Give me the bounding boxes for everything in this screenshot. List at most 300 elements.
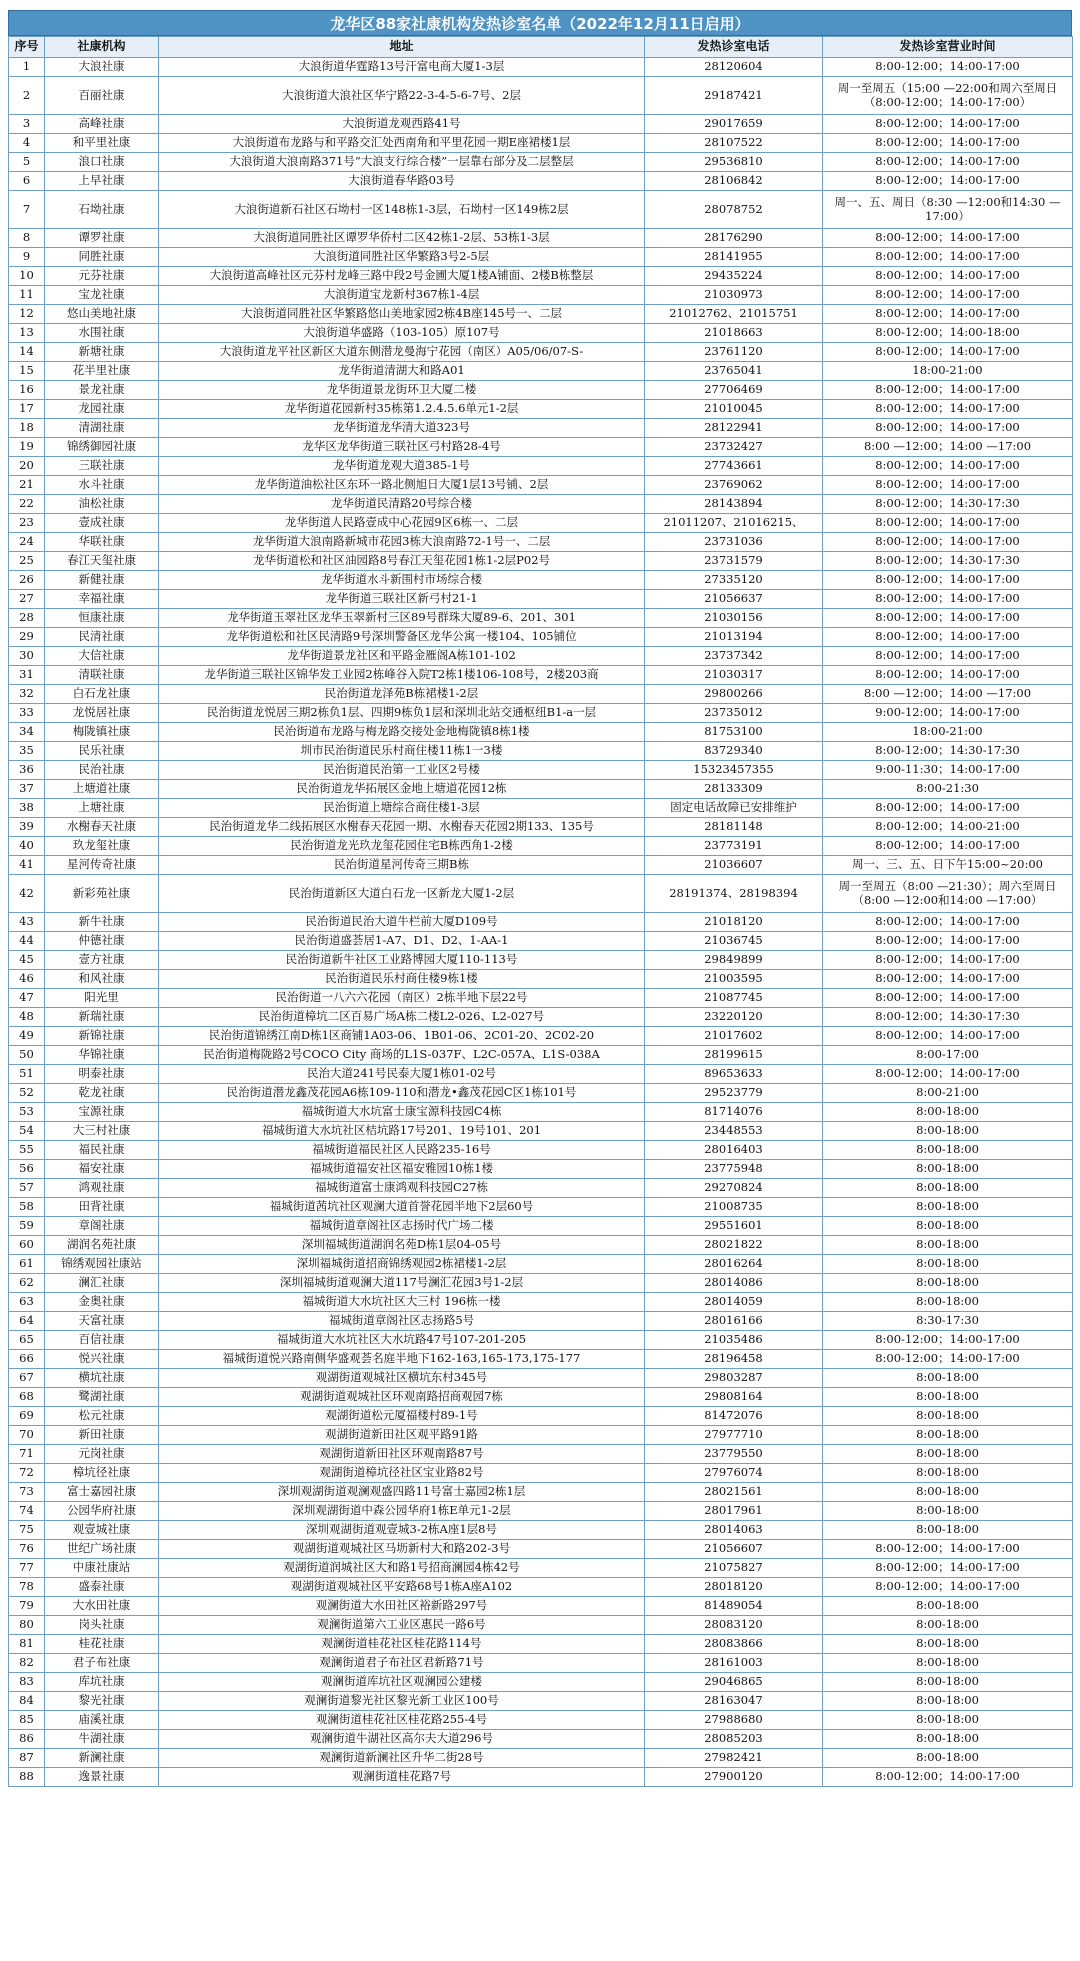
cell-index: 61 — [9, 1255, 45, 1274]
cell-phone: 21035486 — [645, 1331, 823, 1350]
table-row — [9, 1559, 1073, 1578]
cell-hours: 8:00-12:00；14:00-17:00 — [823, 799, 1073, 818]
cell-address: 民治街道民乐村商住楼9栋1楼 — [159, 970, 645, 989]
cell-institution: 上塘社康 — [45, 799, 159, 818]
cell-address: 大浪街道大浪社区华宁路22-3-4-5-6-7号、2层 — [159, 77, 645, 115]
cell-index: 88 — [9, 1768, 45, 1787]
table-row — [9, 1008, 1073, 1027]
cell-index: 38 — [9, 799, 45, 818]
table-row — [9, 1369, 1073, 1388]
cell-address: 民治街道盛荟居1-A7、D1、D2、1-AA-1 — [159, 932, 645, 951]
table-row — [9, 1027, 1073, 1046]
cell-institution: 新田社康 — [45, 1426, 159, 1445]
cell-address: 观澜街道第六工业区惠民一路6号 — [159, 1616, 645, 1635]
cell-institution: 华锦社康 — [45, 1046, 159, 1065]
cell-index: 32 — [9, 685, 45, 704]
cell-phone: 27900120 — [645, 1768, 823, 1787]
cell-address: 大浪街道大浪南路371号“大浪支行综合楼”一层靠右部分及二层整层 — [159, 153, 645, 172]
cell-institution: 明泰社康 — [45, 1065, 159, 1084]
cell-institution: 新锦社康 — [45, 1027, 159, 1046]
cell-index: 47 — [9, 989, 45, 1008]
cell-institution: 民乐社康 — [45, 742, 159, 761]
cell-institution: 高峰社康 — [45, 115, 159, 134]
cell-address: 观澜街道黎光社区黎光新工业区100号 — [159, 1692, 645, 1711]
cell-phone: 23775948 — [645, 1160, 823, 1179]
table-row — [9, 761, 1073, 780]
cell-hours: 8:00-18:00 — [823, 1616, 1073, 1635]
cell-institution: 新彩苑社康 — [45, 875, 159, 913]
cell-hours: 9:00-11:30；14:00-17:00 — [823, 761, 1073, 780]
table-row — [9, 609, 1073, 628]
cell-address: 观澜街道库坑社区观澜园公建楼 — [159, 1673, 645, 1692]
cell-index: 3 — [9, 115, 45, 134]
table-row — [9, 571, 1073, 590]
cell-phone: 23761120 — [645, 343, 823, 362]
cell-institution: 玖龙玺社康 — [45, 837, 159, 856]
cell-index: 48 — [9, 1008, 45, 1027]
cell-index: 75 — [9, 1521, 45, 1540]
table-row — [9, 1578, 1073, 1597]
cell-hours: 8:00-18:00 — [823, 1198, 1073, 1217]
cell-institution: 水榭春天社康 — [45, 818, 159, 837]
cell-phone: 21087745 — [645, 989, 823, 1008]
cell-hours: 8:00-12:00；14:30-17:30 — [823, 742, 1073, 761]
cell-institution: 湖润名苑社康 — [45, 1236, 159, 1255]
cell-institution: 龙悦居社康 — [45, 704, 159, 723]
table-row — [9, 77, 1073, 115]
cell-index: 56 — [9, 1160, 45, 1179]
table-row — [9, 1065, 1073, 1084]
cell-index: 12 — [9, 305, 45, 324]
cell-address: 观澜街道大水田社区裕新路297号 — [159, 1597, 645, 1616]
cell-hours: 8:00-12:00；14:00-17:00 — [823, 115, 1073, 134]
table-row — [9, 932, 1073, 951]
table-header-row — [9, 37, 1073, 58]
cell-index: 2 — [9, 77, 45, 115]
cell-hours: 8:00-12:00；14:00-17:00 — [823, 457, 1073, 476]
cell-index: 27 — [9, 590, 45, 609]
cell-institution: 白石龙社康 — [45, 685, 159, 704]
cell-phone: 28016264 — [645, 1255, 823, 1274]
cell-phone: 23773191 — [645, 837, 823, 856]
cell-address: 福城街道大水坑富士康宝源科技园C4栋 — [159, 1103, 645, 1122]
cell-hours: 8:00 —12:00；14:00 —17:00 — [823, 685, 1073, 704]
cell-phone: 23779550 — [645, 1445, 823, 1464]
cell-phone: 29046865 — [645, 1673, 823, 1692]
table-row — [9, 1388, 1073, 1407]
cell-address: 观澜街道桂花社区桂花路255-4号 — [159, 1711, 645, 1730]
cell-institution: 悠山美地社康 — [45, 305, 159, 324]
cell-index: 30 — [9, 647, 45, 666]
cell-address: 龙华街道龙观大道385-1号 — [159, 457, 645, 476]
cell-hours: 8:00-12:00；14:00-17:00 — [823, 989, 1073, 1008]
cell-hours: 8:00-12:00；14:00-17:00 — [823, 913, 1073, 932]
cell-phone: 28016403 — [645, 1141, 823, 1160]
cell-institution: 牛湖社康 — [45, 1730, 159, 1749]
cell-hours: 8:00-12:00；14:00-17:00 — [823, 514, 1073, 533]
cell-institution: 同胜社康 — [45, 248, 159, 267]
table-row — [9, 324, 1073, 343]
table-row — [9, 514, 1073, 533]
table-row — [9, 856, 1073, 875]
cell-hours: 8:00-12:00；14:00-17:00 — [823, 267, 1073, 286]
cell-phone: 23732427 — [645, 438, 823, 457]
cell-index: 11 — [9, 286, 45, 305]
cell-phone: 89653633 — [645, 1065, 823, 1084]
table-row — [9, 1464, 1073, 1483]
cell-institution: 世纪广场社康 — [45, 1540, 159, 1559]
cell-phone: 29800266 — [645, 685, 823, 704]
cell-institution: 大浪社康 — [45, 58, 159, 77]
cell-address: 民治街道龙华二线拓展区水榭春天花园一期、水榭春天花园2期133、135号 — [159, 818, 645, 837]
table-row — [9, 590, 1073, 609]
cell-address: 观澜街道君子布社区君新路71号 — [159, 1654, 645, 1673]
cell-institution: 元岗社康 — [45, 1445, 159, 1464]
cell-phone: 23220120 — [645, 1008, 823, 1027]
cell-index: 73 — [9, 1483, 45, 1502]
clinic-table — [8, 36, 1073, 1787]
cell-phone: 28018120 — [645, 1578, 823, 1597]
cell-hours: 18:00-21:00 — [823, 723, 1073, 742]
table-row — [9, 1445, 1073, 1464]
cell-address: 深圳观湖街道中森公园华府1栋E单元1-2层 — [159, 1502, 645, 1521]
cell-hours: 8:00-12:00；14:00-18:00 — [823, 324, 1073, 343]
cell-index: 7 — [9, 191, 45, 229]
cell-phone: 29803287 — [645, 1369, 823, 1388]
cell-address: 福城街道福民社区人民路235-16号 — [159, 1141, 645, 1160]
cell-index: 79 — [9, 1597, 45, 1616]
cell-index: 51 — [9, 1065, 45, 1084]
cell-institution: 锦绣观园社康站 — [45, 1255, 159, 1274]
cell-index: 72 — [9, 1464, 45, 1483]
cell-hours: 8:00-18:00 — [823, 1426, 1073, 1445]
cell-phone: 81714076 — [645, 1103, 823, 1122]
table-row — [9, 343, 1073, 362]
cell-institution: 百丽社康 — [45, 77, 159, 115]
cell-institution: 中康社康站 — [45, 1559, 159, 1578]
cell-phone: 28016166 — [645, 1312, 823, 1331]
cell-address: 龙华街道油松社区东环一路北侧旭日大厦1层13号铺、2层 — [159, 476, 645, 495]
cell-institution: 景龙社康 — [45, 381, 159, 400]
cell-phone: 28141955 — [645, 248, 823, 267]
cell-index: 23 — [9, 514, 45, 533]
cell-index: 62 — [9, 1274, 45, 1293]
cell-index: 76 — [9, 1540, 45, 1559]
cell-hours: 8:00-18:00 — [823, 1730, 1073, 1749]
cell-address: 大浪街道华霆路13号汗富电商大厦1-3层 — [159, 58, 645, 77]
table-row — [9, 1654, 1073, 1673]
cell-index: 31 — [9, 666, 45, 685]
cell-address: 龙华街道景龙社区和平路金雁阁A栋101-102 — [159, 647, 645, 666]
cell-institution: 百信社康 — [45, 1331, 159, 1350]
cell-phone: 28107522 — [645, 134, 823, 153]
cell-address: 民治街道梅陇路2号COCO City 商场的L1S-037F、L2C-057A、L1S-038A — [159, 1046, 645, 1065]
cell-index: 50 — [9, 1046, 45, 1065]
cell-hours: 8:00-18:00 — [823, 1749, 1073, 1768]
cell-index: 78 — [9, 1578, 45, 1597]
cell-index: 9 — [9, 248, 45, 267]
cell-phone: 83729340 — [645, 742, 823, 761]
cell-hours: 8:00-12:00；14:00-17:00 — [823, 1578, 1073, 1597]
cell-hours: 8:30-17:30 — [823, 1312, 1073, 1331]
cell-phone: 21056607 — [645, 1540, 823, 1559]
cell-institution: 壹方社康 — [45, 951, 159, 970]
cell-phone: 28191374、28198394 — [645, 875, 823, 913]
table-row — [9, 1673, 1073, 1692]
cell-index: 64 — [9, 1312, 45, 1331]
cell-index: 68 — [9, 1388, 45, 1407]
cell-institution: 天富社康 — [45, 1312, 159, 1331]
table-row — [9, 1540, 1073, 1559]
cell-address: 观湖街道樟坑径社区宝业路82号 — [159, 1464, 645, 1483]
cell-index: 44 — [9, 932, 45, 951]
cell-hours: 8:00-21:30 — [823, 780, 1073, 799]
cell-institution: 君子布社康 — [45, 1654, 159, 1673]
cell-hours: 18:00-21:00 — [823, 362, 1073, 381]
cell-hours: 8:00-18:00 — [823, 1407, 1073, 1426]
cell-phone: 28021561 — [645, 1483, 823, 1502]
cell-phone: 21056637 — [645, 590, 823, 609]
cell-phone: 21075827 — [645, 1559, 823, 1578]
cell-phone: 21011207、21016215、 — [645, 514, 823, 533]
cell-institution: 民治社康 — [45, 761, 159, 780]
cell-address: 龙华街道三联社区锦华发工业园2栋峰谷入院T2栋1楼106-108号，2楼203商 — [159, 666, 645, 685]
cell-hours: 8:00-12:00；14:00-21:00 — [823, 818, 1073, 837]
cell-address: 民治街道新牛社区工业路博园大厦110-113号 — [159, 951, 645, 970]
cell-phone: 28017961 — [645, 1502, 823, 1521]
cell-hours: 周一至周五（15:00 —22:00和周六至周日（8:00-12:00；14:00-17:00） — [823, 77, 1073, 115]
cell-address: 民治街道一八六六花园（南区）2栋半地下层22号 — [159, 989, 645, 1008]
cell-institution: 樟坑径社康 — [45, 1464, 159, 1483]
cell-index: 87 — [9, 1749, 45, 1768]
cell-institution: 大三村社康 — [45, 1122, 159, 1141]
cell-institution: 大水田社康 — [45, 1597, 159, 1616]
cell-index: 26 — [9, 571, 45, 590]
cell-hours: 8:00-12:00；14:00-17:00 — [823, 647, 1073, 666]
cell-hours: 8:00-18:00 — [823, 1160, 1073, 1179]
cell-address: 大浪街道龙平社区新区大道东侧潜龙曼海宁花园（南区）A05/06/07-S- — [159, 343, 645, 362]
cell-address: 龙华街道人民路壹成中心花园9区6栋一、二层 — [159, 514, 645, 533]
cell-address: 观湖街道观城社区马坜新村大和路202-3号 — [159, 1540, 645, 1559]
table-row — [9, 647, 1073, 666]
cell-index: 24 — [9, 533, 45, 552]
cell-phone: 28083866 — [645, 1635, 823, 1654]
header-hours: 发热诊室营业时间 — [823, 37, 1073, 58]
cell-index: 25 — [9, 552, 45, 571]
cell-index: 69 — [9, 1407, 45, 1426]
cell-phone: 28014063 — [645, 1521, 823, 1540]
cell-address: 观湖街道观城社区横坑东村345号 — [159, 1369, 645, 1388]
cell-index: 85 — [9, 1711, 45, 1730]
cell-phone: 28085203 — [645, 1730, 823, 1749]
table-row — [9, 495, 1073, 514]
cell-institution: 新澜社康 — [45, 1749, 159, 1768]
cell-index: 41 — [9, 856, 45, 875]
cell-index: 6 — [9, 172, 45, 191]
cell-phone: 27976074 — [645, 1464, 823, 1483]
cell-address: 大浪街道同胜社区华繁路悠山美地家园2栋4B座145号一、二层 — [159, 305, 645, 324]
cell-phone: 28083120 — [645, 1616, 823, 1635]
cell-hours: 8:00-12:00；14:30-17:30 — [823, 1008, 1073, 1027]
cell-hours: 8:00-18:00 — [823, 1388, 1073, 1407]
table-row — [9, 457, 1073, 476]
cell-phone: 28021822 — [645, 1236, 823, 1255]
header-phone: 发热诊室电话 — [645, 37, 823, 58]
table-row — [9, 153, 1073, 172]
cell-index: 16 — [9, 381, 45, 400]
cell-phone: 29435224 — [645, 267, 823, 286]
table-row — [9, 248, 1073, 267]
cell-index: 59 — [9, 1217, 45, 1236]
table-row — [9, 1692, 1073, 1711]
cell-address: 龙华街道松和社区民清路9号深圳警备区龙华公寓一楼104、105铺位 — [159, 628, 645, 647]
cell-address: 观湖街道润城社区大和路1号招商澜园4栋42号 — [159, 1559, 645, 1578]
cell-address: 大浪街道布龙路与和平路交汇处西南角和平里花园一期E座裙楼1层 — [159, 134, 645, 153]
cell-index: 4 — [9, 134, 45, 153]
cell-index: 19 — [9, 438, 45, 457]
cell-institution: 乾龙社康 — [45, 1084, 159, 1103]
cell-phone: 21003595 — [645, 970, 823, 989]
cell-institution: 富士嘉园社康 — [45, 1483, 159, 1502]
cell-institution: 宝源社康 — [45, 1103, 159, 1122]
cell-phone: 21012762、21015751 — [645, 305, 823, 324]
cell-index: 77 — [9, 1559, 45, 1578]
cell-hours: 8:00-12:00；14:00-17:00 — [823, 172, 1073, 191]
cell-phone: 21013194 — [645, 628, 823, 647]
table-row — [9, 951, 1073, 970]
cell-phone: 28078752 — [645, 191, 823, 229]
cell-index: 29 — [9, 628, 45, 647]
cell-institution: 清湖社康 — [45, 419, 159, 438]
cell-phone: 28014086 — [645, 1274, 823, 1293]
cell-institution: 浪口社康 — [45, 153, 159, 172]
cell-hours: 9:00-12:00；14:00-17:00 — [823, 704, 1073, 723]
cell-institution: 阳光里 — [45, 989, 159, 1008]
cell-phone: 21008735 — [645, 1198, 823, 1217]
table-row — [9, 1179, 1073, 1198]
cell-institution: 公园华府社康 — [45, 1502, 159, 1521]
cell-address: 圳市民治街道民乐村商住楼11栋1一3楼 — [159, 742, 645, 761]
cell-phone: 29017659 — [645, 115, 823, 134]
table-row — [9, 419, 1073, 438]
cell-hours: 8:00-18:00 — [823, 1236, 1073, 1255]
cell-hours: 8:00-18:00 — [823, 1464, 1073, 1483]
table-row — [9, 476, 1073, 495]
cell-phone: 28161003 — [645, 1654, 823, 1673]
cell-hours: 8:00-12:00；14:00-17:00 — [823, 970, 1073, 989]
table-row — [9, 286, 1073, 305]
cell-hours: 周一、五、周日（8:30 —12:00和14:30 —17:00） — [823, 191, 1073, 229]
cell-hours: 8:00-18:00 — [823, 1103, 1073, 1122]
cell-phone: 21030156 — [645, 609, 823, 628]
cell-hours: 8:00-12:00；14:00-17:00 — [823, 609, 1073, 628]
cell-phone: 15323457355 — [645, 761, 823, 780]
cell-institution: 上塘道社康 — [45, 780, 159, 799]
cell-institution: 恒康社康 — [45, 609, 159, 628]
cell-hours: 8:00-18:00 — [823, 1597, 1073, 1616]
cell-index: 42 — [9, 875, 45, 913]
cell-phone: 29551601 — [645, 1217, 823, 1236]
cell-hours: 8:00-18:00 — [823, 1179, 1073, 1198]
cell-phone: 28106842 — [645, 172, 823, 191]
table-row — [9, 1255, 1073, 1274]
table-row — [9, 704, 1073, 723]
cell-address: 龙华街道三联社区新弓村21-1 — [159, 590, 645, 609]
table-row — [9, 1274, 1073, 1293]
cell-address: 龙华街道大浪南路新城市花园3栋大浪南路72-1号一、二层 — [159, 533, 645, 552]
cell-index: 71 — [9, 1445, 45, 1464]
cell-institution: 章阁社康 — [45, 1217, 159, 1236]
table-row — [9, 1217, 1073, 1236]
cell-address: 民治街道新区大道白石龙一区新龙大厦1-2层 — [159, 875, 645, 913]
cell-address: 深圳福城街道湖润名苑D栋1层04-05号 — [159, 1236, 645, 1255]
cell-phone: 28122941 — [645, 419, 823, 438]
table-row — [9, 1597, 1073, 1616]
cell-address: 民治街道民治第一工业区2号楼 — [159, 761, 645, 780]
cell-phone: 23769062 — [645, 476, 823, 495]
cell-address: 龙华街道民清路20号综合楼 — [159, 495, 645, 514]
cell-hours: 8:00-12:00；14:00-17:00 — [823, 153, 1073, 172]
cell-institution: 松元社康 — [45, 1407, 159, 1426]
cell-institution: 民清社康 — [45, 628, 159, 647]
cell-institution: 星河传奇社康 — [45, 856, 159, 875]
table-row — [9, 533, 1073, 552]
cell-phone: 81472076 — [645, 1407, 823, 1426]
cell-phone: 81489054 — [645, 1597, 823, 1616]
table-row — [9, 1711, 1073, 1730]
cell-address: 民治街道上塘综合商住楼1-3层 — [159, 799, 645, 818]
cell-institution: 幸福社康 — [45, 590, 159, 609]
cell-phone: 81753100 — [645, 723, 823, 742]
cell-index: 49 — [9, 1027, 45, 1046]
cell-phone: 21030317 — [645, 666, 823, 685]
cell-index: 1 — [9, 58, 45, 77]
cell-institution: 悦兴社康 — [45, 1350, 159, 1369]
cell-hours: 8:00-12:00；14:00-17:00 — [823, 1331, 1073, 1350]
table-row — [9, 1084, 1073, 1103]
cell-index: 22 — [9, 495, 45, 514]
cell-hours: 8:00-12:00；14:00-17:00 — [823, 305, 1073, 324]
cell-index: 63 — [9, 1293, 45, 1312]
cell-address: 大浪街道春华路03号 — [159, 172, 645, 191]
table-row — [9, 875, 1073, 913]
cell-address: 民治街道民治大道牛栏前大厦D109号 — [159, 913, 645, 932]
cell-hours: 8:00-12:00；14:30-17:30 — [823, 495, 1073, 514]
cell-institution: 庙溪社康 — [45, 1711, 159, 1730]
cell-institution: 新瑞社康 — [45, 1008, 159, 1027]
cell-hours: 8:00-12:00；14:00-17:00 — [823, 666, 1073, 685]
cell-hours: 8:00-12:00；14:00-17:00 — [823, 571, 1073, 590]
cell-address: 深圳福城街道观澜大道117号澜汇花园3号1-2层 — [159, 1274, 645, 1293]
cell-hours: 8:00-12:00；14:00-17:00 — [823, 951, 1073, 970]
cell-index: 67 — [9, 1369, 45, 1388]
cell-institution: 清联社康 — [45, 666, 159, 685]
cell-index: 13 — [9, 324, 45, 343]
table-row — [9, 1768, 1073, 1787]
table-row — [9, 780, 1073, 799]
table-row — [9, 229, 1073, 248]
cell-hours: 8:00-18:00 — [823, 1122, 1073, 1141]
cell-institution: 黎光社康 — [45, 1692, 159, 1711]
cell-hours: 8:00-12:00；14:00-17:00 — [823, 590, 1073, 609]
table-row — [9, 685, 1073, 704]
cell-address: 民治街道布龙路与梅龙路交接处金地梅陇镇8栋1楼 — [159, 723, 645, 742]
cell-hours: 8:00-18:00 — [823, 1293, 1073, 1312]
cell-index: 28 — [9, 609, 45, 628]
cell-index: 57 — [9, 1179, 45, 1198]
table-row — [9, 381, 1073, 400]
table-row — [9, 818, 1073, 837]
